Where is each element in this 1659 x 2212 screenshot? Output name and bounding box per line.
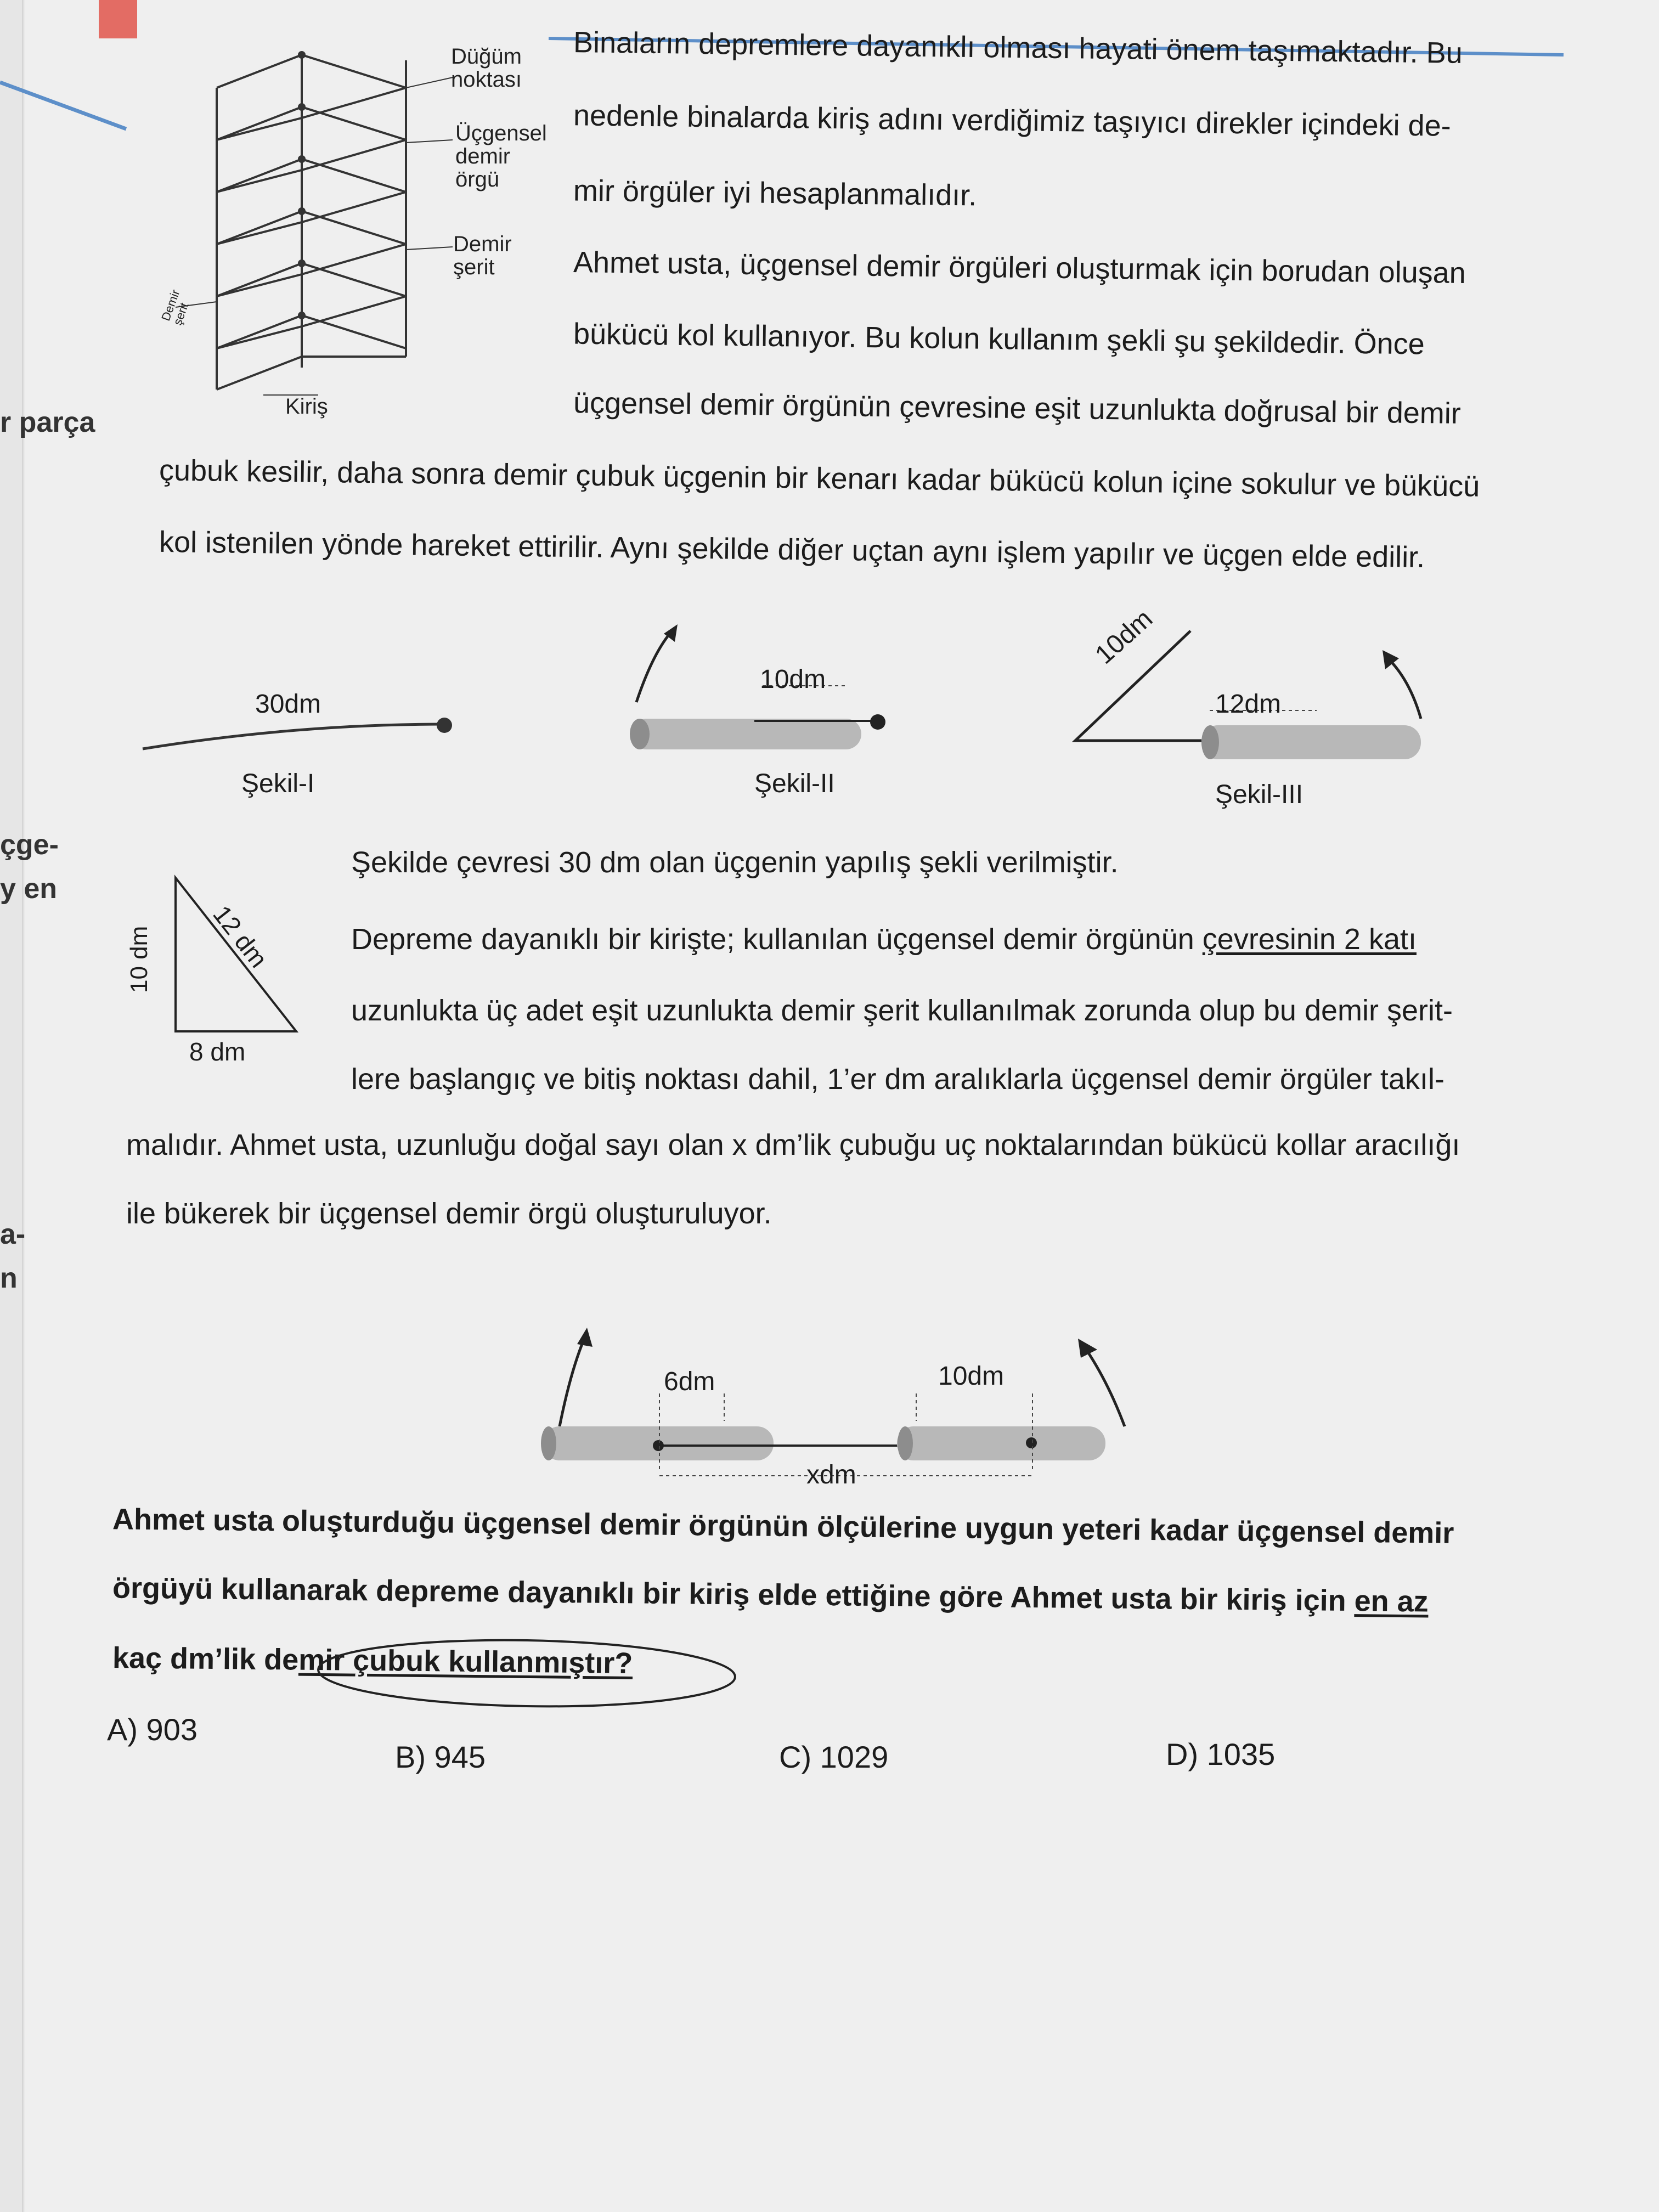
- figure-2-caption: Şekil-II: [754, 769, 835, 798]
- intro-line: kol istenilen yönde hareket ettirilir. Aynı şekilde diğer uçtan aynı işlem yapılır ve üçgen elde edilir.: [159, 525, 1425, 574]
- margin-fragment: r parça: [0, 407, 95, 438]
- intro-line: nedenle binalarda kiriş adını verdiğimiz taşıyıcı direkler içindeki de-: [573, 99, 1452, 143]
- figure-1-caption: Şekil-I: [241, 769, 315, 798]
- bottom-measure-x: xdm: [806, 1460, 856, 1489]
- triangular-mesh-label: Üçgensel demir örgü: [455, 121, 547, 191]
- margin-fragment: a-: [0, 1218, 26, 1250]
- body-line: ile bükerek bir üçgensel demir örgü oluşturuluyor.: [126, 1197, 772, 1230]
- margin-fragment: çge-: [0, 829, 59, 861]
- page-binding: [22, 0, 25, 2212]
- beam-mesh-figure: [154, 38, 571, 422]
- intro-line: üçgensel demir örgünün çevresine eşit uzunlukta doğrusal bir demir: [573, 386, 1462, 430]
- figure-3-caption: Şekil-III: [1215, 780, 1304, 809]
- pen-circle-mark: [307, 1624, 746, 1723]
- figure-3-side-measure: 10dm: [1090, 604, 1159, 670]
- intro-line: Ahmet usta, üçgensel demir örgüleri oluşturmak için borudan oluşan: [573, 246, 1466, 290]
- beam-label: Kiriş: [285, 394, 328, 419]
- intro-line: mir örgüler iyi hesaplanmalıdır.: [573, 174, 977, 212]
- triangle-side-a: 10 dm: [126, 926, 153, 993]
- figure-3-bar-measure: 12dm: [1215, 690, 1282, 719]
- question-line: kaç dm’lik demir çubuk kullanmıştır?: [112, 1641, 633, 1680]
- body-line: malıdır. Ahmet usta, uzunluğu doğal sayı olan x dm’lik çubuğu uç noktalarından bükücü kollar aracılığı: [126, 1128, 1460, 1161]
- choice-a[interactable]: A) 903: [107, 1712, 198, 1747]
- iron-strip-small-label: Demir şerit: [159, 287, 191, 328]
- body-line: Şekilde çevresi 30 dm olan üçgenin yapılış şekli verilmiştir.: [351, 846, 1119, 879]
- left-page-edge: [0, 0, 22, 2212]
- intro-line: çubuk kesilir, daha sonra demir çubuk üçgenin bir kenarı kadar bükücü kolun içine sokulur ve bükücü: [159, 454, 1480, 503]
- body-line: Depreme dayanıklı bir kirişte; kullanılan üçgensel demir örgünün çevresinin 2 katı: [351, 923, 1417, 956]
- question-line: örgüyü kullanarak depreme dayanıklı bir kiriş elde ettiğine göre Ahmet usta bir kiriş için en az: [112, 1571, 1429, 1618]
- figure-1-measure: 30dm: [255, 690, 321, 719]
- triangle-side-c: 12 dm: [207, 900, 273, 973]
- margin-fragment: y en: [0, 873, 58, 905]
- intro-line: Binaların depremlere dayanıklı olması hayati önem taşımaktadır. Bu: [573, 26, 1463, 70]
- iron-strip-label: Demir şerit: [453, 232, 512, 279]
- bottom-measure-2: 10dm: [938, 1362, 1005, 1391]
- choice-b[interactable]: B) 945: [395, 1740, 486, 1774]
- body-line: uzunlukta üç adet eşit uzunlukta demir şerit kullanılmak zorunda olup bu demir şerit-: [351, 994, 1453, 1027]
- figure-2-measure: 10dm: [760, 665, 826, 694]
- choice-d[interactable]: D) 1035: [1166, 1737, 1276, 1771]
- bottom-measure-1: 6dm: [664, 1367, 715, 1396]
- intro-line: bükücü kol kullanıyor. Bu kolun kullanım şekli şu şekildedir. Önce: [573, 317, 1425, 361]
- margin-fragment: n: [0, 1262, 18, 1294]
- body-line: lere başlangıç ve bitiş noktası dahil, 1’er dm aralıklarla üçgensel demir örgüler takıl-: [351, 1063, 1444, 1096]
- triangle-side-b: 8 dm: [189, 1037, 246, 1066]
- question-line: Ahmet usta oluşturduğu üçgensel demir örgünün ölçülerine uygun yeteri kadar üçgensel demir: [112, 1503, 1454, 1550]
- node-point-label: Düğüm noktası: [451, 44, 522, 92]
- choice-c[interactable]: C) 1029: [779, 1740, 889, 1774]
